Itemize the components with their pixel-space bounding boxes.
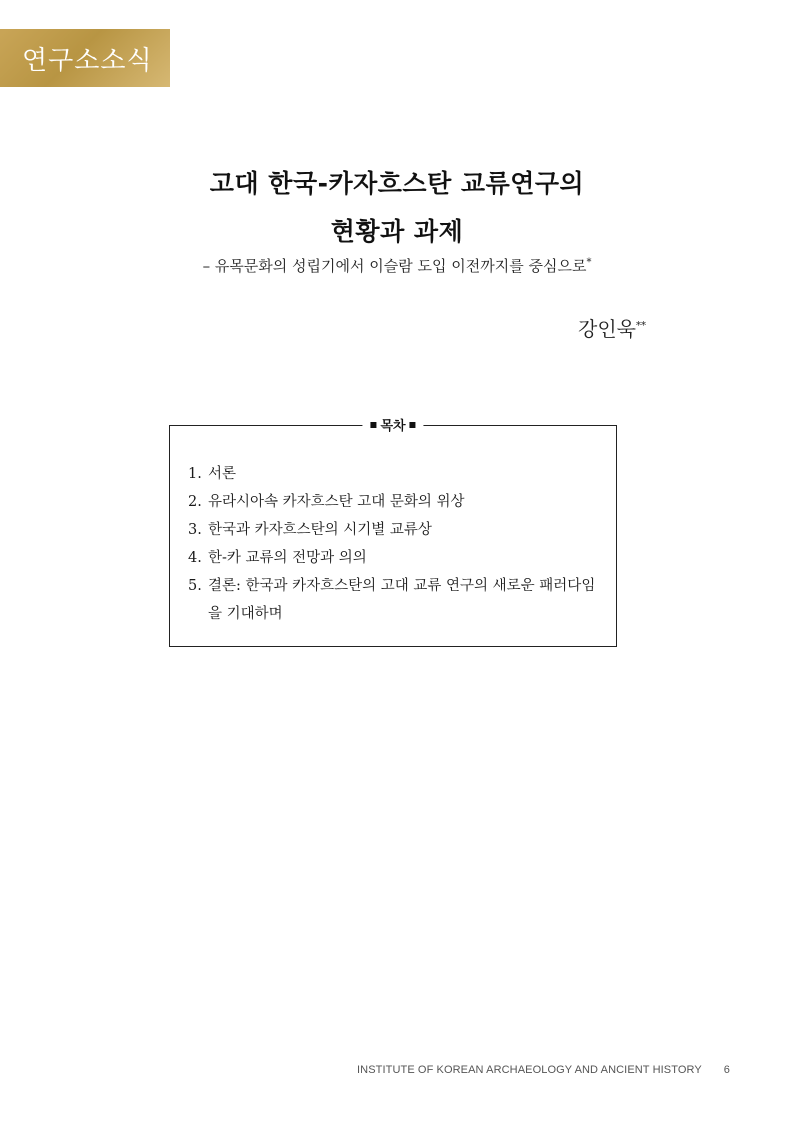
section-tab	[0, 29, 170, 87]
square-bullet-icon	[370, 422, 376, 428]
subtitle-footnote-mark: *	[586, 257, 592, 268]
author-footnote-mark: **	[636, 320, 646, 332]
title-line-2: 현황과 과제	[330, 217, 464, 246]
toc-item-number: 2.	[188, 494, 202, 510]
footer-institute: INSTITUTE OF KOREAN ARCHAEOLOGY AND ANCIENT HISTORY	[357, 1064, 702, 1076]
toc-heading	[362, 415, 423, 434]
toc-item-text: 결론: 한국과 카자흐스탄의 고대 교류 연구의 새로운 패러다임을 기대하며	[208, 578, 596, 622]
author	[578, 313, 646, 342]
toc-item-number: 5.	[188, 578, 202, 594]
toc-item-text: 한-카 교류의 전망과 의의	[208, 550, 367, 566]
title-line-1: 고대 한국-카자흐스탄 교류연구의	[209, 169, 585, 198]
author-name: 강인욱	[578, 317, 636, 341]
subtitle-text: – 유목문화의 성립기에서 이슬람 도입 이전까지를 중심으로	[202, 257, 587, 275]
article-title	[0, 160, 794, 256]
toc-list	[188, 460, 606, 628]
toc-item	[188, 488, 606, 516]
toc-item	[188, 516, 606, 544]
toc-item-text: 유라시아속 카자흐스탄 고대 문화의 위상	[208, 494, 465, 510]
square-bullet-icon	[410, 422, 416, 428]
table-of-contents	[169, 419, 617, 647]
toc-item-number: 4.	[188, 550, 202, 566]
page-number: 6	[723, 1064, 730, 1076]
toc-item	[188, 460, 606, 488]
toc-item-text: 한국과 카자흐스탄의 시기별 교류상	[208, 522, 432, 538]
section-tab-label: 연구소소식	[22, 45, 153, 76]
page-footer	[357, 1064, 730, 1076]
toc-heading-label: 목차	[380, 419, 406, 434]
toc-item	[188, 544, 606, 572]
toc-item-number: 3.	[188, 522, 202, 538]
toc-item-number: 1.	[188, 466, 202, 482]
toc-item	[188, 572, 606, 628]
article-subtitle	[0, 255, 794, 276]
toc-item-text: 서론	[208, 466, 237, 482]
